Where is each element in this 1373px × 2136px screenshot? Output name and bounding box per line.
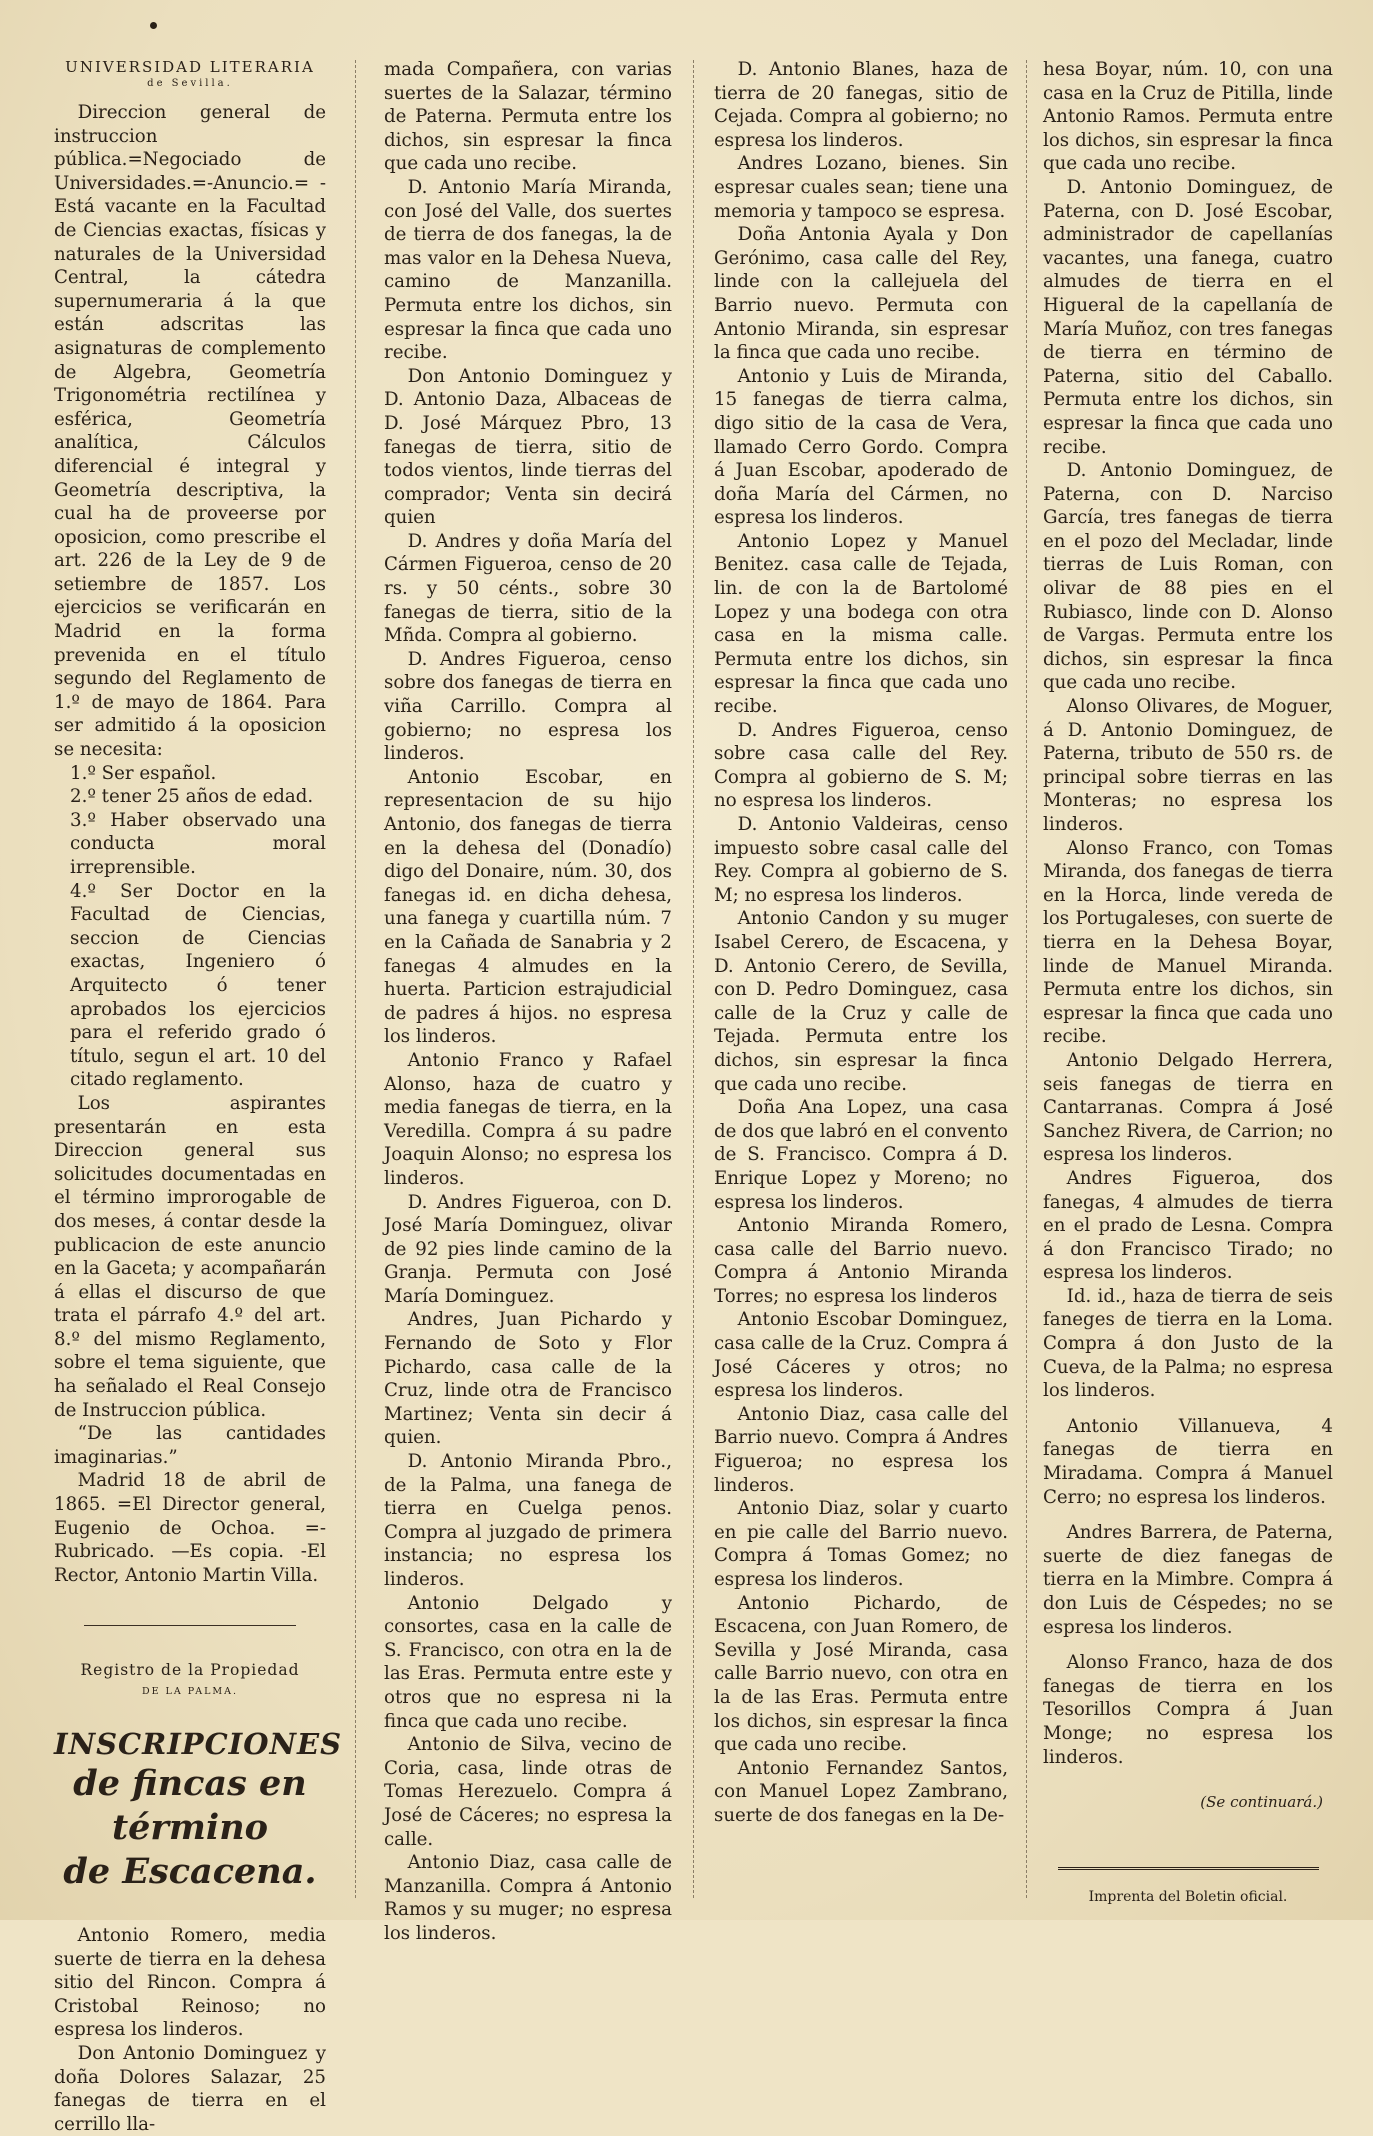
registry-entry: mada Compañera, con varias suertes de la Salazar, término de Paterna. Permuta entre los dichos, sin espresar la finca que cada uno recibe. [384,59,672,175]
registry-entry: Andres Barrera, de Paterna, suerte de diez fanegas de tierra en la Mimbre. Compra á don Luis de Céspedes; no se espresa los linderos. [1043,1522,1333,1638]
registry-entry: Antonio Escobar Dominguez, casa calle de la Cruz. Compra á José Cáceres y otros; no espresa los linderos. [714,1309,1008,1402]
column-rule [355,60,357,1898]
registry-entry: hesa Boyar, núm. 10, con una casa en la Cruz de Pitilla, linde Antonio Ramos. Permuta entre los dichos, sin espresar la finca que cada uno recibe. [1043,59,1333,175]
registry-entry: D. Antonio Dominguez, de Paterna, con D. José Escobar, administrador de capellanías vacantes, una fanega, cuatro almudes de tierra en el Higueral de la capellanía de María Muñoz, con tres fanegas de tierra en término de Paterna, sitio del Caballo. Permuta entre los dichos, sin espresar la finca que cada uno recibe. [1043,176,1333,458]
registry-entry: Antonio Fernandez Santos, con Manuel Lopez Zambrano, suerte de dos fanegas en la De- [714,1757,1008,1826]
registry-entry: Antonio Diaz, casa calle de Manzanilla. Compra á Antonio Ramos y su muger; no espresa los linderos. [384,1852,672,1944]
announcement-paragraph: Los aspirantes presentarán en esta Direccion general sus solicitudes documentadas en el término improrogable de dos meses, á contar desde la publicacion de este anuncio en la Gaceta; y acompañarán á ellas el discurso de que trata el párrafo 4.º del art. 8.º del mismo Reglamento, sobre el tema siguiente, que ha señalado el Real Consejo de Instruccion pública. [54,1092,326,1421]
section-divider [84,1625,296,1626]
registry-entry: Alonso Franco, haza de dos fanegas de tierra en los Tesorillos Compra á Juan Monge; no espresa los linderos. [1043,1652,1333,1768]
university-header: UNIVERSIDAD LITERARIA [65,58,315,76]
requirement-item: 3.º Haber observado una conducta moral irreprensible. [70,809,326,878]
registry-entry: Andres Lozano, bienes. Sin espresar cuales sean; tiene una memoria y tampoco se espresa. [714,153,1008,222]
registry-entry: Antonio Diaz, casa calle del Barrio nuevo. Compra á Andres Figueroa; no espresa los linderos. [714,1403,1008,1496]
registry-entry: Antonio Pichardo, de Escacena, con Juan Romero, de Sevilla y José Miranda, casa calle Barrio nuevo, con otra en la de las Eras. Permuta entre los dichos, sin espresar la finca que cada uno recibe. [714,1592,1008,1756]
registry-entry: Antonio Franco y Rafael Alonso, haza de cuatro y media fanegas de tierra, en la Veredilla. Compra á su padre Joaquin Alonso; no espresa los linderos. [384,1049,672,1189]
registry-entry: D. Andres y doña María del Cármen Figueroa, censo de 20 rs. y 50 cénts., sobre 30 fanegas de tierra, sitio de la Mñda. Compra al gobierno. [384,530,672,647]
registry-entry: Antonio Villanueva, 4 fanegas de tierra en Miradama. Compra á Manuel Cerro; no espresa los linderos. [1043,1415,1333,1508]
registry-entry: Doña Ana Lopez, una casa de dos que labró en el convento de S. Francisco. Compra á D. Enrique Lopez y Moreno; no espresa los linderos. [714,1097,1009,1213]
page-mark [150,22,157,29]
registry-entry: D. Andres Figueroa, censo sobre casa calle del Rey. Compra al gobierno de S. M; no espresa los linderos. [714,719,1008,812]
section-subtitle: DE LA PALMA. [141,1686,239,1698]
requirement-item: 2.º tener 25 años de edad. [70,786,314,808]
registry-entry: Id. id., haza de tierra de seis faneges de tierra en la Loma. Compra á don Justo de la Cueva, de la Palma; no espresa los linderos. [1043,1285,1333,1402]
registry-entry: Antonio de Silva, vecino de Coria, casa, linde otras de Tomas Herezuelo. Compra á José de Cáceres; no espresa la calle. [384,1734,672,1850]
registry-entry: Andres Figueroa, dos fanegas, 4 almudes de tierra en el prado de Lesna. Compra á don Francisco Tirado; no espresa los linderos. [1043,1167,1333,1284]
imprint-line: Imprenta del Boletin oficial. [1088,1888,1288,1905]
registry-entry: D. Antonio Valdeiras, censo impuesto sobre casal calle del Rey. Compra al gobierno de S. M; no espresa los linderos. [714,814,1008,906]
registry-entry: D. Andres Figueroa, censo sobre dos fanegas de tierra en viña Carrillo. Compra al gobierno; no espresa los linderos. [384,648,672,765]
announcement-paragraph: Direccion general de instruccion pública.=Negociado de Universidades.=-Anuncio.= -Está vacante en la Facultad de Ciencias exactas, físicas y naturales de la Universidad Central, la cátedra supernumeraria á la que están adscritas las asignaturas de complemento de Algebra, Geometría Trigonométria rectilínea y esférica, Geometría analítica, Cálculos diferencial é integral y Geometría descriptiva, la cual ha de proveerse por oposicion, como prescribe el art. 226 de la Ley de 9 de setiembre de 1857. Los ejercicios se verificarán en Madrid en la forma prevenida en el título segundo del Reglamento de 1.º de mayo de 1864. Para ser admitido á la oposicion se necesita: [54,102,326,761]
registry-entry: Doña Antonia Ayala y Don Gerónimo, casa calle del Rey, linde con la callejuela del Barrio nuevo. Permuta con Antonio Miranda, sin espresar la finca que cada uno recibe. [714,224,1008,364]
column-rule [693,60,695,1898]
registry-entry: Antonio y Luis de Miranda, 15 fanegas de tierra calma, digo sitio de la casa de Vera, llamado Cerro Gordo. Compra á Juan Escobar, apoderado de doña María del Cármen, no espresa los linderos. [714,365,1008,529]
headline-line-3: de Escacena. [63,1851,317,1892]
column-3 [714,58,1008,1900]
registry-entry: Antonio Delgado Herrera, seis fanegas de tierra en Cantarranas. Compra á José Sanchez Rivera, de Carrion; no espresa los linderos. [1043,1049,1333,1166]
registry-entry: Alonso Franco, con Tomas Miranda, dos fanegas de tierra en la Horca, linde vereda de los Portugaleses, con suerte de tierra en la Dehesa Boyar, linde de Manuel Miranda. Permuta entre los dichos, sin espresar la finca que cada uno recibe. [1043,837,1333,1048]
registry-entry: D. Antonio Miranda Pbro., de la Palma, una fanega de tierra en Cuelga penos. Compra al juzgado de primera instancia; no espresa los linderos. [384,1451,672,1590]
registry-entry: Andres, Juan Pichardo y Fernando de Soto y Flor Pichardo, casa calle de la Cruz, linde otra de Francisco Martinez; Venta sin decir á quien. [384,1309,672,1449]
requirement-item: 4.º Ser Doctor en la Facultad de Ciencias, seccion de Ciencias exactas, Ingeniero ó Arquitecto ó tener aprobados los ejercicios para el referido grado ó título, segun el art. 10 del citado reglamento. [70,880,326,1091]
registry-entry: D. Antonio Blanes, haza de tierra de 20 fanegas, sitio de Cejada. Compra al gobierno; no espresa los linderos. [714,59,1008,151]
registry-entry: D. Antonio María Miranda, con José del Valle, dos suertes de tierra de dos fanegas, la de mas valor en la Dehesa Nueva, camino de Manzanilla. Permuta entre los dichos, sin espresar la finca que cada uno recibe. [384,176,672,364]
continued-note: (Se continuará.) [1200,1793,1323,1812]
registry-entry: Antonio Lopez y Manuel Benitez. casa calle de Tejada, lin. de con la de Bartolomé Lopez y una bodega con otra casa en la misma calle. Permuta entre los dichos, sin espresar la finca que cada uno recibe. [714,530,1008,718]
registry-entry: Don Antonio Dominguez y doña Dolores Salazar, 25 fanegas de tierra en el cerrillo lla- [54,2042,326,2135]
announcement-signature: Madrid 18 de abril de 1865. =El Director general, Eugenio de Ochoa. =-Rubricado. —Es copia. -El Rector, Antonio Martin Villa. [54,1470,326,1586]
registry-entry: D. Antonio Dominguez, de Paterna, con D. Narciso García, tres fanegas de tierra en el pozo del Mecladar, linde tierras de Luis Roman, con olivar de 88 pies en el Rubiasco, linde con D. Alonso de Vargas. Permuta entre los dichos, sin espresar la finca que cada uno recibe. [1043,460,1333,694]
end-divider [1058,1867,1319,1870]
registry-entry: Antonio Diaz, solar y cuarto en pie calle del Barrio nuevo. Compra á Tomas Gomez; no espresa los linderos. [714,1498,1008,1590]
registry-entry: Alonso Olivares, de Moguer, á D. Antonio Dominguez, de Paterna, tributo de 550 rs. de principal sobre tierras en las Monteras; no espresa los linderos. [1043,696,1333,835]
section-title: Registro de la Propiedad [80,1661,300,1680]
registry-entry: Antonio Miranda Romero, casa calle del Barrio nuevo. Compra á Antonio Miranda Torres; no espresa los linderos [714,1215,1008,1307]
registry-entry: Don Antonio Dominguez y D. Antonio Daza, Albaceas de D. José Márquez Pbro, 13 fanegas de tierra, sitio de todos vientos, linde tierras del comprador; Venta sin decirá quien [384,365,672,529]
registry-entry: Antonio Candon y su muger Isabel Cerero, de Escacena, y D. Antonio Cerero, de Sevilla, con D. Pedro Dominguez, casa calle de la Cruz y calle de Tejada. Permuta entre los dichos, sin espresar la finca que cada uno recibe. [714,908,1008,1095]
registry-entry: Antonio Delgado y consortes, casa en la calle de S. Francisco, con otra en la de las Eras. Permuta entre este y otros que no espresa ni la finca que cada uno recibe. [384,1592,672,1732]
column-rule [1026,60,1028,1898]
registry-entry: Antonio Romero, media suerte de tierra en la dehesa sitio del Rincon. Compra á Cristobal Reinoso; no espresa los linderos. [54,1925,326,2041]
column-4 [1043,58,1333,1905]
column-1 [54,58,343,2135]
headline-line-2: de fincas en término [73,1763,307,1848]
registry-entry: D. Andres Figueroa, con D. José María Dominguez, olivar de 92 pies linde camino de la Granja. Permuta con José María Dominguez. [384,1191,672,1307]
registry-entry: Antonio Escobar, en representacion de su hijo Antonio, dos fanegas de tierra en la dehesa del (Donadío) digo del Donaire, núm. 30, dos fanegas id. en dicha dehesa, una fanega y cuartilla núm. 7 en la Cañada de Sanabria y 2 fanegas 4 almudes en la huerta. Particion estrajudicial de padres á hijos. no espresa los linderos. [384,766,672,1048]
requirement-item: 1.º Ser español. [70,762,217,784]
column-2 [384,58,672,1944]
university-subheader: de Sevilla. [147,78,233,89]
announcement-theme: “De las cantidades imaginarias.” [54,1423,326,1468]
headline-line-1: INSCRIPCIONES [54,1727,343,1761]
